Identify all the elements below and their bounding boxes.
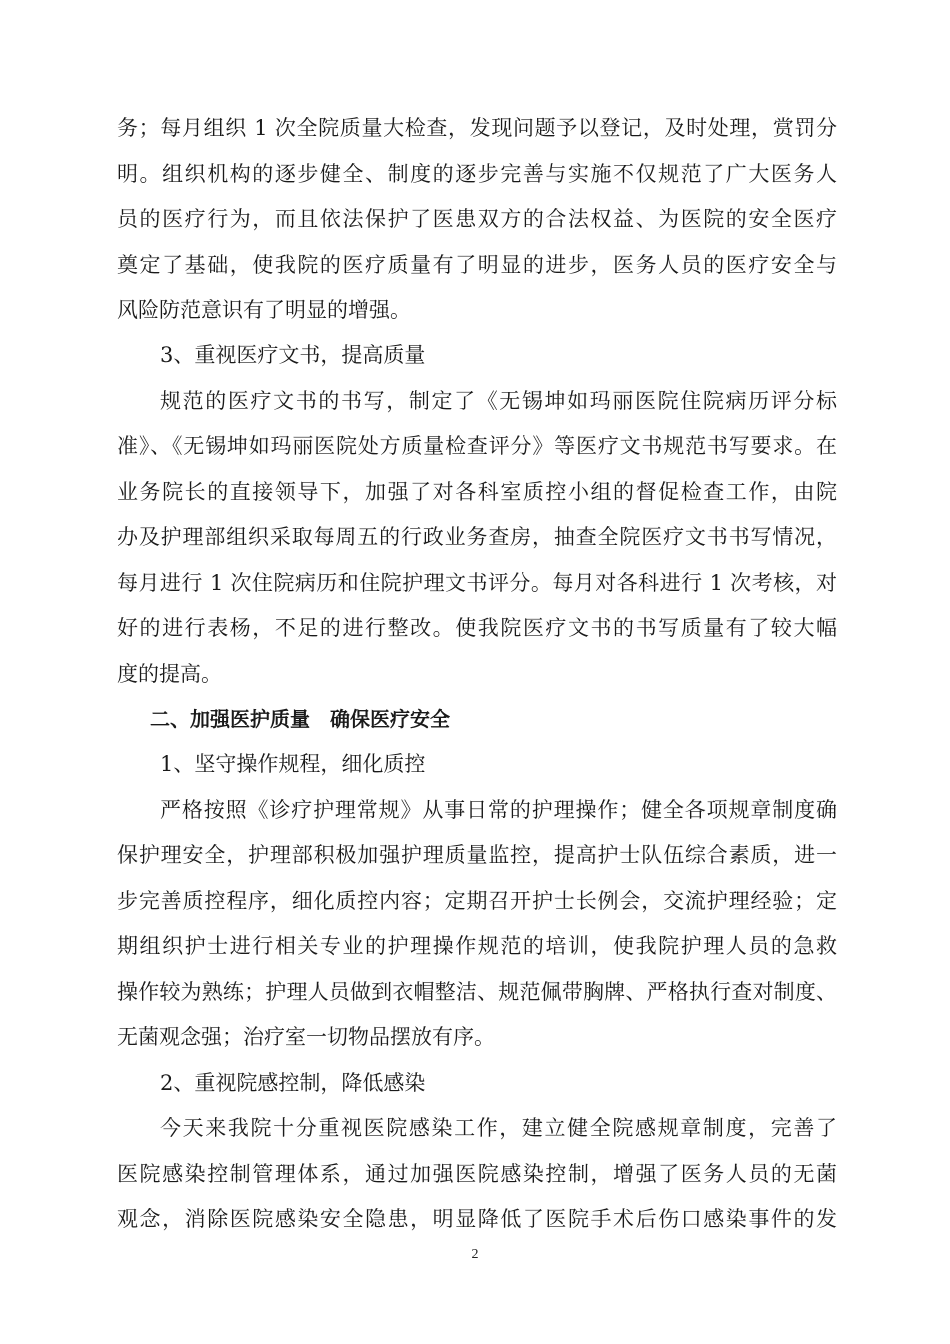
- subsection-heading-2: 2、重视院感控制，降低感染: [160, 1071, 426, 1095]
- body-text-line: 好的进行表杨，不足的进行整改。使我院医疗文书的书写质量有了较大幅: [117, 616, 837, 640]
- subsection-heading-1: 1、坚守操作规程，细化质控: [160, 752, 426, 776]
- body-text-line: 奠定了基础，使我院的医疗质量有了明显的进步，医务人员的医疗安全与: [117, 253, 837, 277]
- body-text-line: 每月进行 1 次住院病历和住院护理文书评分。每月对各科进行 1 次考核，对: [117, 571, 837, 595]
- body-text-line: 务；每月组织 1 次全院质量大检查，发现问题予以登记，及时处理，赏罚分: [117, 116, 837, 140]
- section-heading-2: 二、加强医护质量 确保医疗安全: [150, 707, 450, 731]
- body-text-line: 操作较为熟练；护理人员做到衣帽整洁、规范佩带胸牌、严格执行查对制度、: [117, 980, 837, 1004]
- body-text-line: 规范的医疗文书的书写，制定了《无锡坤如玛丽医院住院病历评分标: [160, 389, 837, 413]
- body-text-line: 员的医疗行为，而且依法保护了医患双方的合法权益、为医院的安全医疗: [117, 207, 837, 231]
- subsection-heading-3: 3、重视医疗文书，提高质量: [160, 343, 426, 367]
- body-text-line: 明。组织机构的逐步健全、制度的逐步完善与实施不仅规范了广大医务人: [117, 162, 837, 186]
- body-text-line: 保护理安全，护理部积极加强护理质量监控，提高护士队伍综合素质，进一: [117, 843, 837, 867]
- body-text-line: 医院感染控制管理体系，通过加强医院感染控制，增强了医务人员的无菌: [117, 1162, 837, 1186]
- body-text-line: 无菌观念强；治疗室一切物品摆放有序。: [117, 1025, 495, 1049]
- body-text-line: 步完善质控程序，细化质控内容；定期召开护士长例会，交流护理经验；定: [117, 889, 837, 913]
- body-text-line: 期组织护士进行相关专业的护理操作规范的培训，使我院护理人员的急救: [117, 934, 837, 958]
- body-text-line: 观念，消除医院感染安全隐患，明显降低了医院手术后伤口感染事件的发: [117, 1207, 837, 1231]
- body-text-line: 度的提高。: [117, 662, 222, 686]
- body-text-line: 办及护理部组织采取每周五的行政业务查房，抽查全院医疗文书书写情况，: [117, 525, 837, 549]
- body-text-line: 业务院长的直接领导下，加强了对各科室质控小组的督促检查工作，由院: [117, 480, 837, 504]
- body-text-line: 严格按照《诊疗护理常规》从事日常的护理操作；健全各项规章制度确: [160, 798, 837, 822]
- body-text-line: 准》、《无锡坤如玛丽医院处方质量检查评分》等医疗文书规范书写要求。在: [117, 434, 837, 458]
- page-number: 2: [471, 1247, 479, 1262]
- body-text-line: 今天来我院十分重视医院感染工作，建立健全院感规章制度，完善了: [160, 1116, 837, 1140]
- body-text-line: 风险防范意识有了明显的增强。: [117, 298, 411, 322]
